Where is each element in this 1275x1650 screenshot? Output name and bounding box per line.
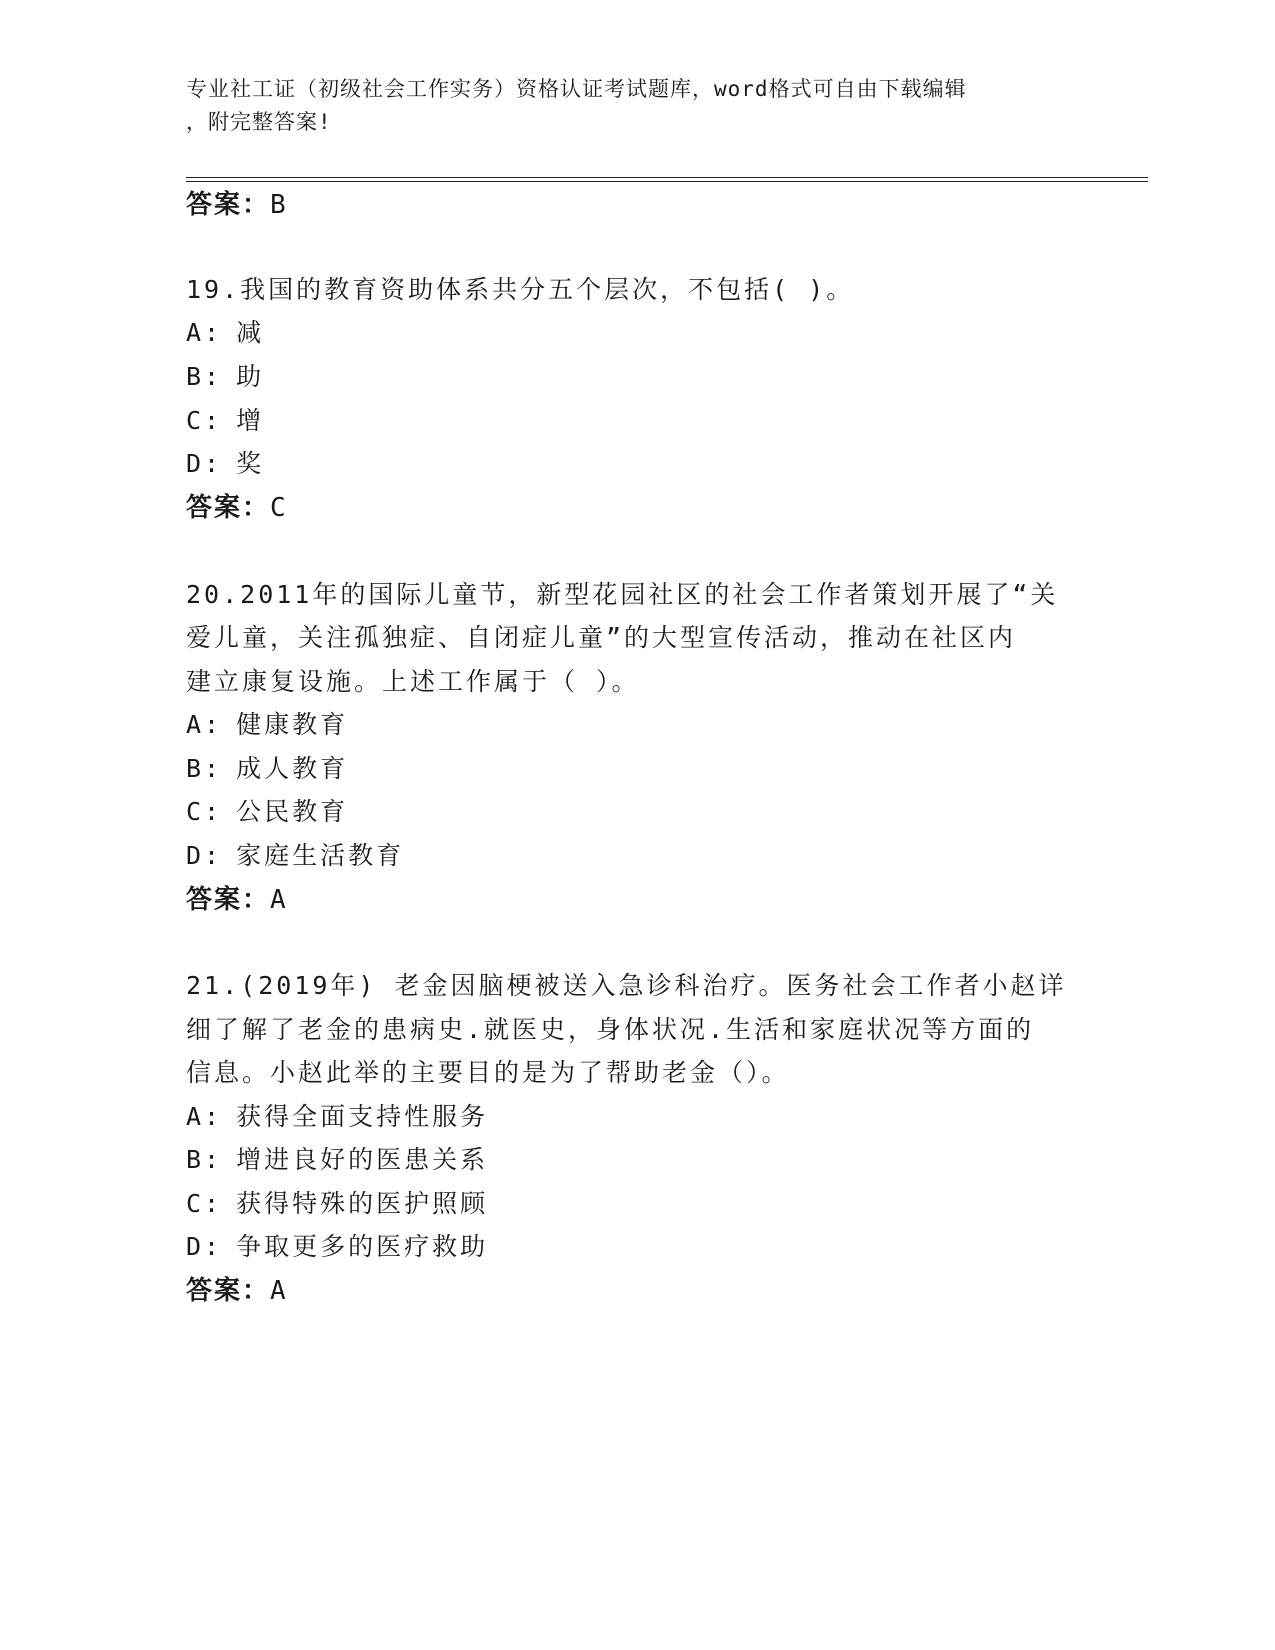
question-20-option-a (186, 710, 348, 740)
question-19-option-c (186, 406, 264, 436)
question-21-stem-line-1: 21.(2019年) 老金因脑梗被送入急诊科治疗。医务社会工作者小赵详 (186, 971, 1067, 1000)
question-20-option-c (186, 797, 348, 827)
answer-label: 答案： (186, 885, 271, 915)
option-text: 健康教育 (236, 710, 349, 739)
question-21-stem-line-2: 细了解了老金的患病史.就医史，身体状况.生活和家庭状况等方面的 (186, 1015, 1035, 1044)
option-text: 争取更多的医疗救助 (236, 1232, 489, 1261)
option-text: 增 (236, 406, 265, 435)
option-letter: B: (186, 754, 223, 783)
question-20-answer (186, 885, 288, 915)
answer-value: A (270, 885, 288, 915)
question-21-option-d (186, 1232, 488, 1262)
question-20-stem-line-3: 建立康复设施。上述工作属于（ ）。 (186, 667, 640, 696)
answer-value: A (270, 1276, 288, 1306)
header-divider-bottom (186, 181, 1148, 182)
question-19-option-b (186, 362, 264, 392)
option-letter: D: (186, 841, 223, 870)
header-title-line2: ，附完整答案! (186, 110, 332, 134)
question-19-stem-line: 19.我国的教育资助体系共分五个层次，不包括( )。 (186, 275, 855, 304)
question-20-stem-line-2: 爱儿童，关注孤独症、自闭症儿童”的大型宣传活动，推动在社区内 (186, 623, 1017, 652)
question-20-option-d (186, 841, 404, 871)
option-letter: A: (186, 318, 223, 347)
header-title-line1: 专业社工证（初级社会工作实务）资格认证考试题库，word格式可自由下载编辑 (186, 77, 967, 101)
question-19-answer (186, 493, 288, 523)
option-letter: C: (186, 406, 223, 435)
question-19-option-a (186, 318, 264, 348)
option-letter: D: (186, 449, 223, 478)
question-21-stem-line-3: 信息。小赵此举的主要目的是为了帮助老金（）。 (186, 1058, 790, 1087)
prev-answer (186, 190, 288, 220)
option-text: 增进良好的医患关系 (236, 1145, 489, 1174)
question-21-option-c (186, 1189, 488, 1219)
answer-value: C (270, 493, 288, 523)
option-letter: C: (186, 1189, 223, 1218)
option-letter: B: (186, 362, 223, 391)
option-letter: C: (186, 797, 223, 826)
answer-label: 答案： (186, 493, 271, 523)
option-letter: D: (186, 1232, 223, 1261)
header-divider-top (186, 177, 1148, 178)
answer-label: 答案： (186, 1276, 271, 1306)
option-text: 获得全面支持性服务 (236, 1102, 489, 1131)
option-letter: B: (186, 1145, 223, 1174)
option-text: 家庭生活教育 (236, 841, 405, 870)
question-19-option-d (186, 449, 264, 479)
question-21-answer (186, 1276, 288, 1306)
option-text: 获得特殊的医护照顾 (236, 1189, 489, 1218)
question-21-option-b (186, 1145, 488, 1175)
option-letter: A: (186, 1102, 223, 1131)
option-text: 助 (236, 362, 265, 391)
question-20-option-b (186, 754, 348, 784)
option-text: 公民教育 (236, 797, 349, 826)
page-header (186, 73, 1066, 139)
option-text: 奖 (236, 449, 265, 478)
option-letter: A: (186, 710, 223, 739)
question-21-option-a (186, 1102, 488, 1132)
answer-label: 答案： (186, 190, 271, 220)
question-20-stem-line-1: 20.2011年的国际儿童节，新型花园社区的社会工作者策划开展了“关 (186, 580, 1059, 609)
option-text: 成人教育 (236, 754, 349, 783)
answer-value: B (270, 190, 288, 220)
option-text: 减 (236, 318, 265, 347)
